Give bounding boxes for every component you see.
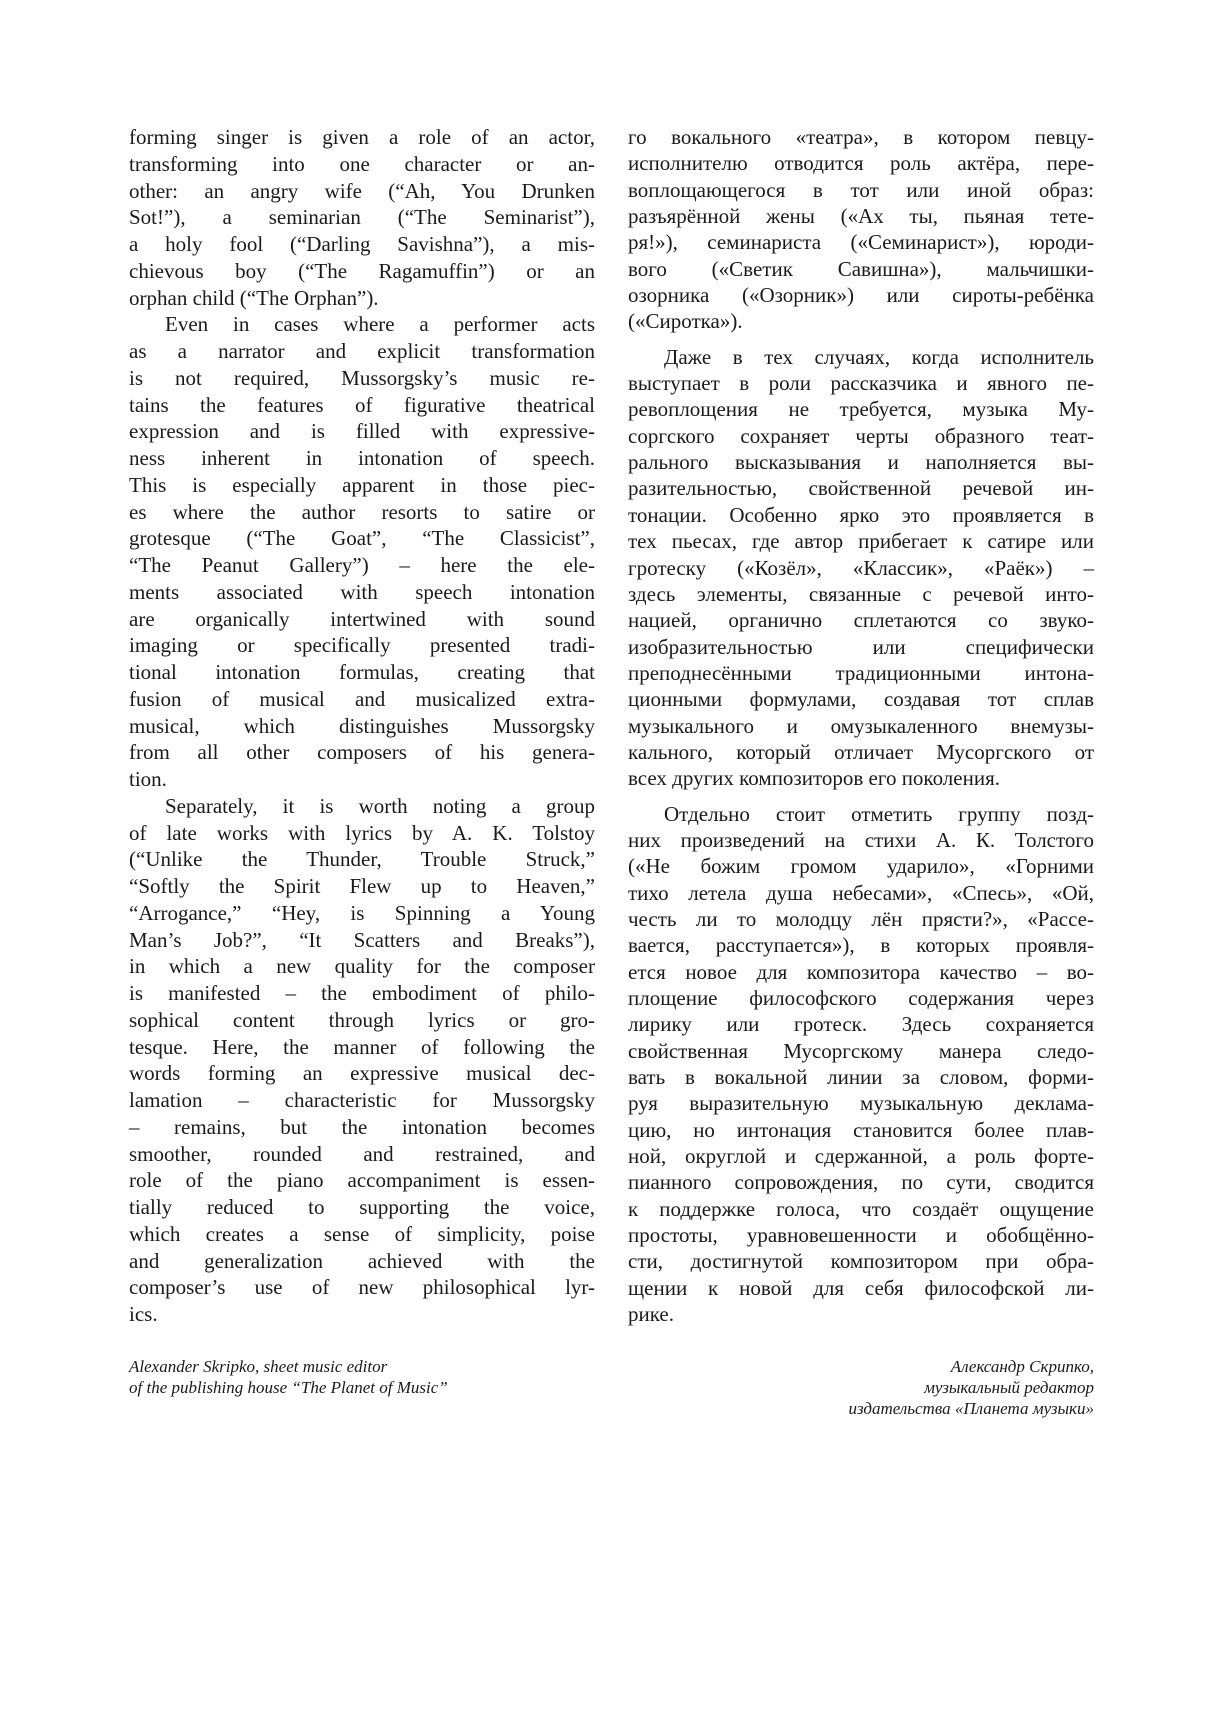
text-line: lamation – characteristic for Mussorgsky [129, 1088, 595, 1112]
text-line: tional intonation formulas, creating that [129, 660, 595, 684]
text-line: разъярённой жены («Ах ты, пьяная тете- [628, 204, 1094, 229]
text-line: ется новое для композитора качество – во- [628, 959, 1094, 984]
text-line: рике. [628, 1302, 674, 1327]
text-line: исполнителю отводится роль актёра, пере- [628, 151, 1094, 176]
text-line: тихо летела душа небесами», «Спесь», «Ой, [628, 880, 1094, 905]
signature-line: издательства «Планета музыки» [848, 1399, 1094, 1418]
text-line: гротеску («Козёл», «Классик», «Раёк») – [628, 555, 1094, 580]
text-line: озорника («Озорник») или сироты-ребёнка [628, 283, 1094, 308]
text-line: musical, which distinguishes Mussorgsky [129, 713, 595, 738]
signature-line: Alexander Skripko, sheet music editor [129, 1357, 388, 1376]
text-line: рального высказывания и наполняется вы- [628, 450, 1094, 475]
text-line: composer’s use of new philosophical lyr- [129, 1275, 595, 1300]
text-line: “Arrogance,” “Hey, is Spinning a Young [129, 900, 595, 925]
text-line: них произведений на стихи А. К. Толстого [628, 827, 1094, 852]
text-line: in which a new quality for the composer [129, 954, 595, 979]
text-line: from all other composers of his genera- [129, 740, 595, 765]
text-line: is manifested – the embodiment of philo- [129, 981, 595, 1005]
text-line: соргского сохраняет черты образного теат- [628, 423, 1094, 448]
text-line: ционными формулами, создавая тот сплав [628, 687, 1094, 712]
text-line: вого («Светик Савишна»), мальчишки- [628, 256, 1094, 281]
text-line: es where the author resorts to satire or [129, 499, 595, 524]
text-line: This is especially apparent in those piec- [129, 472, 595, 497]
text-line: («Не божим громом ударило», «Горними [628, 854, 1094, 879]
text-line: лирику или гротеск. Здесь сохраняется [628, 1012, 1094, 1037]
author-signature-english [129, 1356, 448, 1398]
text-line: цию, но интонация становится более плав- [628, 1117, 1094, 1142]
russian-text-column [628, 124, 1094, 1327]
text-line: role of the piano accompaniment is essen- [129, 1168, 595, 1193]
text-line: Man’s Job?”, “It Scatters and Breaks”), [129, 927, 595, 952]
author-signature-russian [848, 1356, 1094, 1419]
text-line: smoother, rounded and restrained, and [129, 1141, 595, 1166]
signature-line: Александр Скрипко, [950, 1357, 1094, 1376]
text-line: свойственная Мусоргскому манера следо- [628, 1038, 1094, 1063]
text-line: sophical content through lyrics or gro- [129, 1007, 595, 1032]
text-line: воплощающегося в тот или иной образ: [628, 177, 1094, 202]
text-line: всех других композиторов его поколения. [628, 766, 1000, 791]
text-line: нацией, органично сплетаются со звуко- [628, 608, 1094, 633]
text-line: a holy fool (“Darling Savishna”), a mis- [129, 232, 595, 256]
text-line: tains the features of figurative theatrical [129, 392, 595, 417]
text-line: преподнесёнными традиционными интона- [628, 660, 1094, 685]
text-line: tesque. Here, the manner of following the [129, 1034, 595, 1059]
text-line: простоты, уравновешенности и обобщённо- [628, 1223, 1094, 1248]
signature-line: музыкальный редактор [924, 1378, 1094, 1397]
paragraph [628, 344, 1094, 792]
text-line: Even in cases where a performer acts [165, 312, 595, 337]
text-line: вать в вокальной линии за словом, форми- [628, 1065, 1094, 1090]
text-line: к поддержке голоса, что создаёт ощущение [628, 1196, 1094, 1221]
text-line: ревоплощения не требуется, музыка Му- [628, 397, 1094, 422]
text-line: are organically intertwined with sound [129, 606, 595, 631]
paragraph [628, 801, 1094, 1328]
text-line: of late works with lyrics by A. K. Tolstoy [129, 820, 595, 845]
text-line: (“Unlike the Thunder, Trouble Struck,” [129, 847, 595, 872]
text-line: разительностью, свойственной речевой ин- [628, 476, 1094, 501]
text-line: ness inherent in intonation of speech. [129, 446, 595, 470]
paragraph [129, 793, 595, 1328]
text-line: ics. [129, 1302, 158, 1326]
text-line: forming singer is given a role of an actor, [129, 125, 595, 149]
text-line: ря!»), семинариста («Семинарист»), юроди- [628, 230, 1094, 255]
text-line: grotesque (“The Goat”, “The Classicist”, [129, 526, 595, 551]
text-line: as a narrator and explicit transformation [129, 339, 595, 363]
text-line: ments associated with speech intonation [129, 579, 595, 604]
text-line: вается, расступается»), в которых проявля- [628, 933, 1094, 958]
text-line: is not required, Mussorgsky’s music re- [129, 365, 595, 390]
text-line: Отдельно стоит отметить группу позд- [664, 801, 1094, 826]
text-line: щении к новой для себя философской ли- [628, 1275, 1094, 1300]
english-text-column [129, 124, 595, 1328]
text-line: изобразительностью или специфически [628, 634, 1094, 659]
text-line: and generalization achieved with the [129, 1248, 595, 1273]
paragraph [129, 124, 595, 311]
text-line: – remains, but the intonation becomes [129, 1114, 595, 1139]
text-line: честь ли то молодцу лён прясти?», «Рассе- [628, 906, 1094, 931]
text-line: кального, который отличает Мусоргского от [628, 739, 1094, 764]
signature-line: of the publishing house “The Planet of Music” [129, 1378, 448, 1397]
text-line: “Softly the Spirit Flew up to Heaven,” [129, 874, 595, 898]
text-line: тонации. Особенно ярко это проявляется в [628, 502, 1094, 527]
text-line: площение философского содержания через [628, 986, 1094, 1010]
text-line: expression and is filled with expressive- [129, 419, 595, 444]
text-line: orphan child (“The Orphan”). [129, 285, 379, 310]
text-line: сти, достигнутой композитором при обра- [628, 1249, 1094, 1274]
text-line: тех пьесах, где автор прибегает к сатире или [628, 529, 1094, 554]
text-line: здесь элементы, связанные с речевой инто- [628, 581, 1094, 606]
text-line: words forming an expressive musical dec- [129, 1061, 595, 1086]
text-line: музыкального и омузыкаленного внемузы- [628, 713, 1094, 738]
text-line: («Сиротка»). [628, 309, 743, 334]
text-line: imaging or specifically presented tradi- [129, 633, 595, 658]
text-line: руя выразительную музыкальную деклама- [628, 1091, 1094, 1116]
text-line: Даже в тех случаях, когда исполнитель [664, 344, 1094, 369]
text-line: which creates a sense of simplicity, poise [129, 1221, 595, 1246]
paragraph [129, 311, 595, 793]
text-line: tion. [129, 767, 167, 791]
text-line: transforming into one character or an- [129, 151, 595, 176]
text-line: “The Peanut Gallery”) – here the ele- [129, 553, 595, 577]
text-line: ной, округлой и сдержанной, а роль форте- [628, 1144, 1094, 1169]
paragraph [628, 124, 1094, 335]
text-line: fusion of musical and musicalized extra- [129, 686, 595, 711]
text-line: выступает в роли рассказчика и явного пе- [628, 371, 1094, 396]
text-line: chievous boy (“The Ragamuffin”) or an [129, 258, 595, 283]
text-line: tially reduced to supporting the voice, [129, 1195, 595, 1219]
text-line: го вокального «театра», в котором певцу- [628, 125, 1094, 149]
text-line: Sot!”), a seminarian (“The Seminarist”), [129, 205, 595, 230]
text-line: other: an angry wife (“Ah, You Drunken [129, 178, 595, 203]
text-line: Separately, it is worth noting a group [165, 793, 595, 818]
text-line: пианного сопровождения, по сути, сводится [628, 1170, 1094, 1195]
